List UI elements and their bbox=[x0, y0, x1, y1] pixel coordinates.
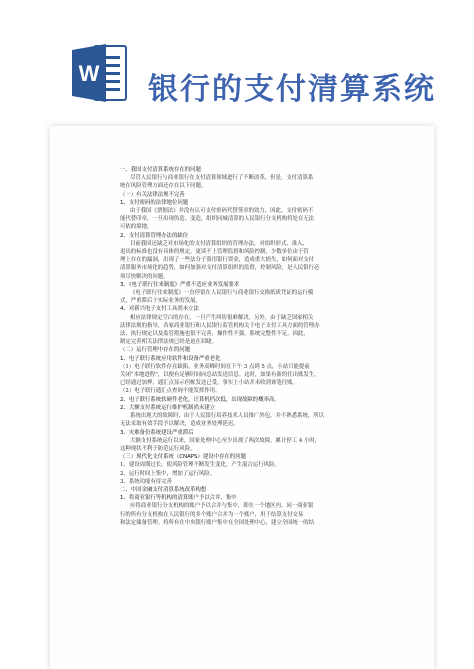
document-line: （一）有关法律法规不完善 bbox=[120, 191, 185, 198]
page-title: 银行的支付清算系统 bbox=[148, 72, 436, 107]
document-line: 2、支付清算管理办法的缺位 bbox=[120, 232, 189, 239]
word-icon-letter: W bbox=[78, 61, 100, 86]
word-document-icon bbox=[72, 42, 128, 104]
document-line: 3、《电子联行往来制度》严重不适应业务发展要求 bbox=[120, 281, 240, 288]
document-line: 系统出现大的故障时，由于人民银行培养技术人员推广外包，并不熟悉系统，所以 bbox=[130, 413, 325, 420]
document-line: 制定完善相关法律法规已经是迫在眉睫。 bbox=[120, 339, 218, 346]
document-line: 无法采取有效手段予以解决，造成业务处理延迟。 bbox=[120, 421, 239, 428]
document-line: 1、建设周期过长，使风险管理不断发生变化，产生混合运行风险。 bbox=[120, 462, 280, 469]
document-line: 1、将商业银行等机构的清算账户予以合并、集中 bbox=[120, 495, 237, 502]
document-line: 1、电子联行系统应用软件和设备严重老化 bbox=[120, 355, 221, 362]
document-page bbox=[50, 126, 434, 669]
document-line: 相应法律规定空白的存在，一旦产生纠纷很难解决。另外，由于缺乏国家相关 bbox=[130, 314, 314, 321]
document-line: 目前我国还缺乏对市场化的支付清算组织的管理办法，对组织形式、准入、 bbox=[130, 240, 308, 247]
document-line: 统在风险管理方面还存在以下问题。 bbox=[120, 183, 207, 190]
document-line: 理上存在的漏洞，出现了一些法分子盗用银行资金，造成重大损失，如何面对支付 bbox=[120, 257, 315, 264]
document-header bbox=[0, 0, 474, 130]
document-line: （二）运行管理中存在的问题 bbox=[120, 347, 191, 354]
document-line: 可依的境地。 bbox=[120, 224, 153, 231]
document-line: 2、运行时间上集中，增加了运行风险。 bbox=[120, 470, 216, 477]
document-line: 《电子联行往来制度》一直停留在人民银行与商业银行交换纸质凭证的运行模 bbox=[130, 290, 314, 297]
document-line: 关闭“本地进程”，以便有足够时间向总站发送信息。这时，如果有新的往出账发生， bbox=[120, 372, 320, 379]
document-line: 1、支付密码的法律地位问题 bbox=[120, 199, 189, 206]
document-line: （2）电子联行通汇点查询不能发挥作用。 bbox=[120, 388, 221, 395]
document-line: 这种现状不利于防范运行风险。 bbox=[120, 445, 196, 452]
document-line: 一、我国支付清算系统存在的问题 bbox=[120, 167, 201, 173]
document-line: 能代替印章，一旦出现伪造、变造，组织同城清算的人民银行分支机构将处在无法 bbox=[120, 216, 315, 223]
document-line: 二、中国金融支付清算系统改革构想 bbox=[120, 486, 207, 493]
document-line: 4、对新兴电子支付工具尚未立法 bbox=[120, 306, 199, 313]
document-line: 已经通过加押，通汇点显示但帐发送已受，事实上小站并未收到该笔往账。 bbox=[120, 380, 298, 387]
document-line: 尽管人民银行与商业银行在支付清算领域进行了不断改革，但是，支付清算系 bbox=[130, 175, 314, 182]
document-line: 由于我国《票据法》并没有认可支付密码代替签章的效力，因此，支付密码不 bbox=[130, 208, 314, 215]
document-body bbox=[120, 166, 378, 527]
document-line: 大额支付系统运行以来，国家处理中心至少出现了两次故障，累计停工 4 小时， bbox=[130, 437, 321, 444]
document-line: 2、大额支付系统运行维护机制尚未建立 bbox=[120, 404, 216, 411]
document-line: （三）现代化支付系统（CNAPS）建设中存在的问题 bbox=[120, 454, 246, 461]
document-line: 法、执行规定以及监管措施也很不完善，操作性不强，系统完整性不足，因此， bbox=[120, 331, 309, 338]
document-line: 须尽快解决的问题。 bbox=[120, 273, 169, 280]
document-line: 3、系统功能有待完善 bbox=[120, 478, 172, 485]
document-line: 2、电子联行系统软硬件老化，计算机档次低，出现故障的概率高。 bbox=[120, 396, 280, 403]
document-line: 行的所有分支机构在人民银行的多个账户合并为一个账户，用于结算支付交易 bbox=[120, 511, 304, 518]
document-line: 应将商业银行分支机构的账户予以合并与集中，即在一个地区内，同一商业银 bbox=[130, 503, 314, 510]
document-line: 清算服务市场化的趋势，如何加强对支付清算组织的监督，控制风险，是人民银行必 bbox=[120, 265, 320, 272]
document-line: 式，严重滞后于实际业务的发展。 bbox=[120, 298, 201, 305]
document-line: 退出的标准也没有具体的规定，更谈不上管理监督和风险控制，少数单位由于管 bbox=[120, 249, 309, 256]
document-line: 3、灾难备份系统建设严重滞后 bbox=[120, 429, 194, 436]
document-line: 和法定储备管理。将所有在中央银行账户集中在全国处理中心，建立全国统一的结 bbox=[120, 519, 315, 526]
document-line: 法律法规的指导，各家商业银行和人民银行监管机构关于电子支付工具方面的管理办 bbox=[120, 322, 320, 329]
document-line: （1）电子联行软件存在缺陷，业务高峰时间在下午 3 点到 5 点，小站只能提前 bbox=[120, 363, 310, 370]
